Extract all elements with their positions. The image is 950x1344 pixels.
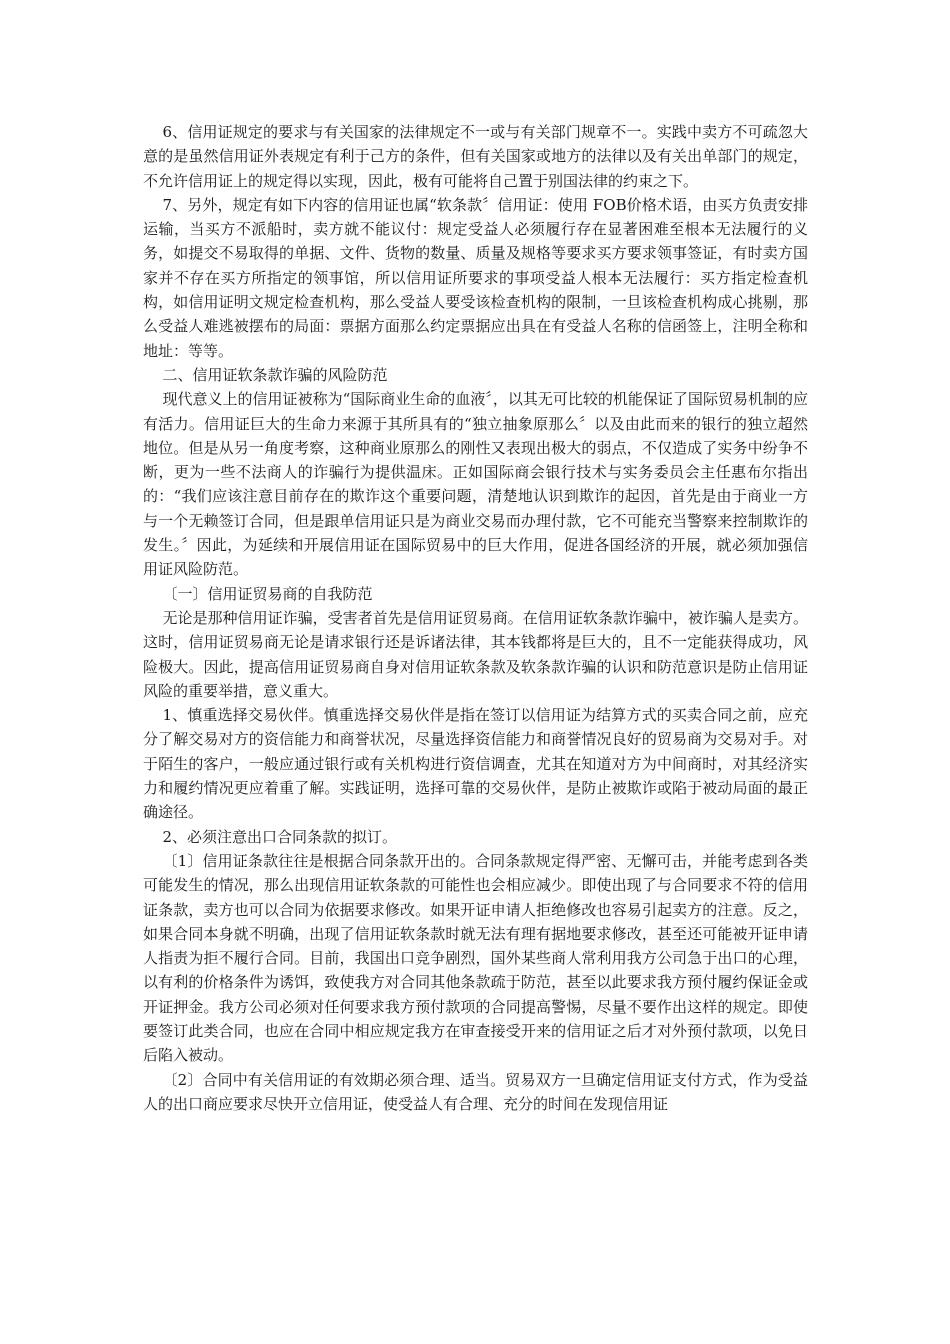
paragraph-modern-lc: 现代意义上的信用证被称为“国际商业生命的血液〞，以其无可比较的机能保证了国际贸易机制的应有活力。信用证巨大的生命力来源于其所具有的“独立抽象原那么〞以及由此而来的银行的独立超然地位。但是从另一角度考察，这种商业原那么的刚性又表现出极大的弱点，不仅造成了实务中纷争不断，更为一些不法商人的诈骗行为提供温床。正如国际商会银行技术与实务委员会主任惠布尔指出的：“我们应该注意目前存在的欺诈这个重要问题，清楚地认识到欺诈的起因，首先是由于商业一方与一个无赖签订合同，但是跟单信用证只是为商业交易而办理付款，它不可能充当警察来控制欺诈的发生。〞因此，为延续和开展信用证在国际贸易中的巨大作用，促进各国经济的开展，就必须加强信用证风险防范。 [143,390,808,579]
paragraph-item-7: 7、另外，规定有如下内容的信用证也属“软条款〞信用证：使用 FOB价格术语，由买方负责安排运输，当买方不派船时，卖方就不能议付：规定受益人必须履行存在显著困难至根本无法履行的义务，如提交不易取得的单据、文件、货物的数量、质量及规格等要求买方要求领事签证，有时卖方国家并不存在买方所指定的领事馆，所以信用证所要求的事项受益人根本无法履行：买方指定检查机构，如信用证明文规定检查机构，那么受益人要受该检查机构的限制，一旦该检查机构成心挑剔，那么受益人难逃被摆布的局面：票据方面那么约定票据应出具在有受益人名称的信函签上，注明全称和地址：等等。 [143,195,808,360]
paragraph-item-1-partner: 1、慎重选择交易伙伴。慎重选择交易伙伴是指在签订以信用证为结算方式的买卖合同之前，应充分了解交易对方的资信能力和商誉状况，尽量选择资信能力和商誉情况良好的贸易商为交易对手。对于陌生的客户，一般应通过银行或有关机构进行资信调查，尤其在知道对方为中间商时，对其经济实力和履约情况更应着重了解。实践证明，选择可靠的交易伙伴，是防止被欺诈或陷于被动局面的最正确途径。 [143,706,808,822]
paragraph-victims: 无论是那种信用证诈骗，受害者首先是信用证贸易商。在信用证软条款诈骗中，被诈骗人是卖方。这时，信用证贸易商无论是请求银行还是诉诸法律，其本钱都将是巨大的，且不一定能获得成功，风险极大。因此，提高信用证贸易商自身对信用证软条款及软条款诈骗的认识和防范意识是防止信用证风险的重要举措，意义重大。 [143,608,808,700]
paragraph-subitem-1: 〔1〕信用证条款往往是根据合同条款开出的。合同条款规定得严密、无懈可击，并能考虑到各类可能发生的情况，那么出现信用证软条款的可能性也会相应减少。即使出现了与合同要求不符的信用证条款，卖方也可以合同为依据要求修改。如果开证申请人拒绝修改也容易引起卖方的注意。反之，如果合同本身就不明确，出现了信用证软条款时就无法有理有据地要求修改，甚至还可能被开证申请人指责为拒不履行合同。目前，我国出口竞争剧烈，国外某些商人常利用我方公司急于出口的心理，以有利的价格条件为诱饵，致使我方对合同其他条款疏于防范，甚至以此要求我方预付履约保证金或开证押金。我方公司必须对任何要求我方预付款项的合同提高警惕，尽量不要作出这样的规定。即使要签订此类合同，也应在合同中相应规定我方在审查接受开来的信用证之后才对外预付款项，以免日后陷入被动。 [143,851,808,1065]
paragraph-item-6: 6、信用证规定的要求与有关国家的法律规定不一或与有关部门规章不一。实践中卖方不可疏忽大意的是虽然信用证外表规定有利于己方的条件，但有关国家或地方的法律以及有关出单部门的规定，不允许信用证上的规定得以实现，因此，极有可能将自己置于别国法律的约束之下。 [143,123,808,190]
subsection-heading-self-prevention: 〔一〕信用证贸易商的自我防范 [162,584,373,603]
document-page [143,120,808,1116]
section-heading-risk-prevention: 二、信用证软条款诈骗的风险防范 [162,365,388,384]
paragraph-subitem-2: 〔2〕合同中有关信用证的有效期必须合理、适当。贸易双方一旦确定信用证支付方式，作为受益人的出口商应要求尽快开立信用证，使受益人有合理、充分的时间在发现信用证 [143,1070,808,1113]
paragraph-item-2-contract: 2、必须注意出口合同条款的拟订。 [162,827,398,846]
